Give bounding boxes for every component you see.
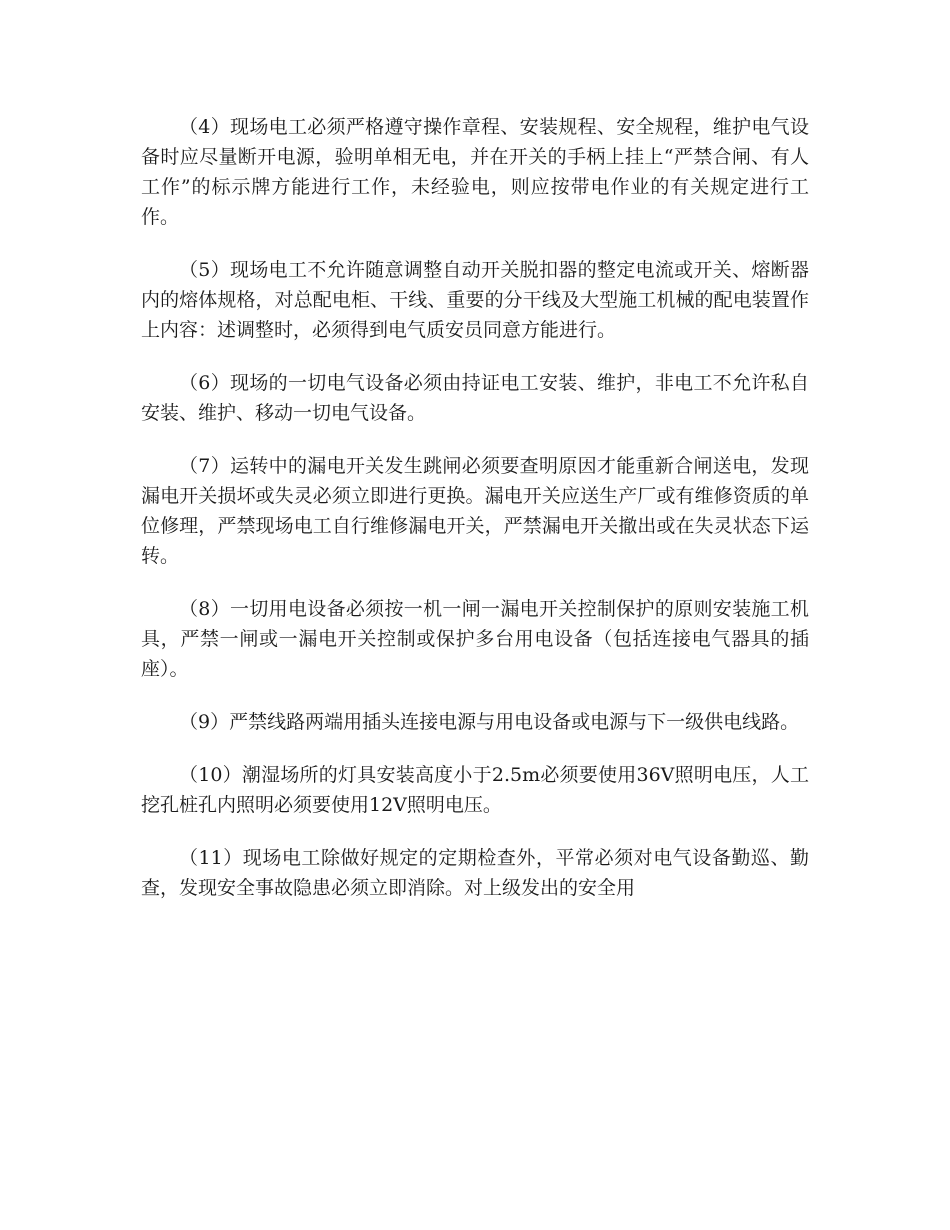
paragraph-4: （4）现场电工必须严格遵守操作章程、安装规程、安全规程，维护电气设备时应尽量断开电源，验明单相无电，并在开关的手柄上挂上“严禁合闸、有人工作”的标示牌方能进行工作，未经验电，则应按带电作业的有关规定进行工作。 [141, 116, 809, 228]
paragraph-9: （9）严禁线路两端用插头连接电源与用电设备或电源与下一级供电线路。 [179, 711, 800, 733]
paragraph-11: （11）现场电工除做好规定的定期检查外，平常必须对电气设备勤巡、勤查，发现安全事故隐患必须立即消除。对上级发出的安全用 [141, 847, 809, 899]
paragraph-7: （7）运转中的漏电开关发生跳闸必须要查明原因才能重新合闸送电，发现漏电开关损坏或失灵必须立即进行更换。漏电开关应送生产厂或有维修资质的单位修理，严禁现场电工自行维修漏电开关，严禁漏电开关撤出或在失灵状态下运转。 [141, 455, 809, 567]
paragraph-6: （6）现场的一切电气设备必须由持证电工安装、维护，非电工不允许私自安装、维护、移动一切电气设备。 [141, 372, 809, 424]
paragraph-8: （8）一切用电设备必须按一机一闸一漏电开关控制保护的原则安装施工机具，严禁一闸或一漏电开关控制或保护多台用电设备（包括连接电气器具的插座）。 [141, 598, 809, 680]
paragraph-10: （10）潮湿场所的灯具安装高度小于2.5m必须要使用36V照明电压，人工挖孔桩孔内照明必须要使用12V照明电压。 [141, 764, 809, 816]
document-body [141, 112, 809, 926]
paragraph-5: （5）现场电工不允许随意调整自动开关脱扣器的整定电流或开关、熔断器内的熔体规格，对总配电柜、干线、重要的分干线及大型施工机械的配电装置作上内容：述调整时，必须得到电气质安员同意方能进行。 [141, 259, 809, 341]
